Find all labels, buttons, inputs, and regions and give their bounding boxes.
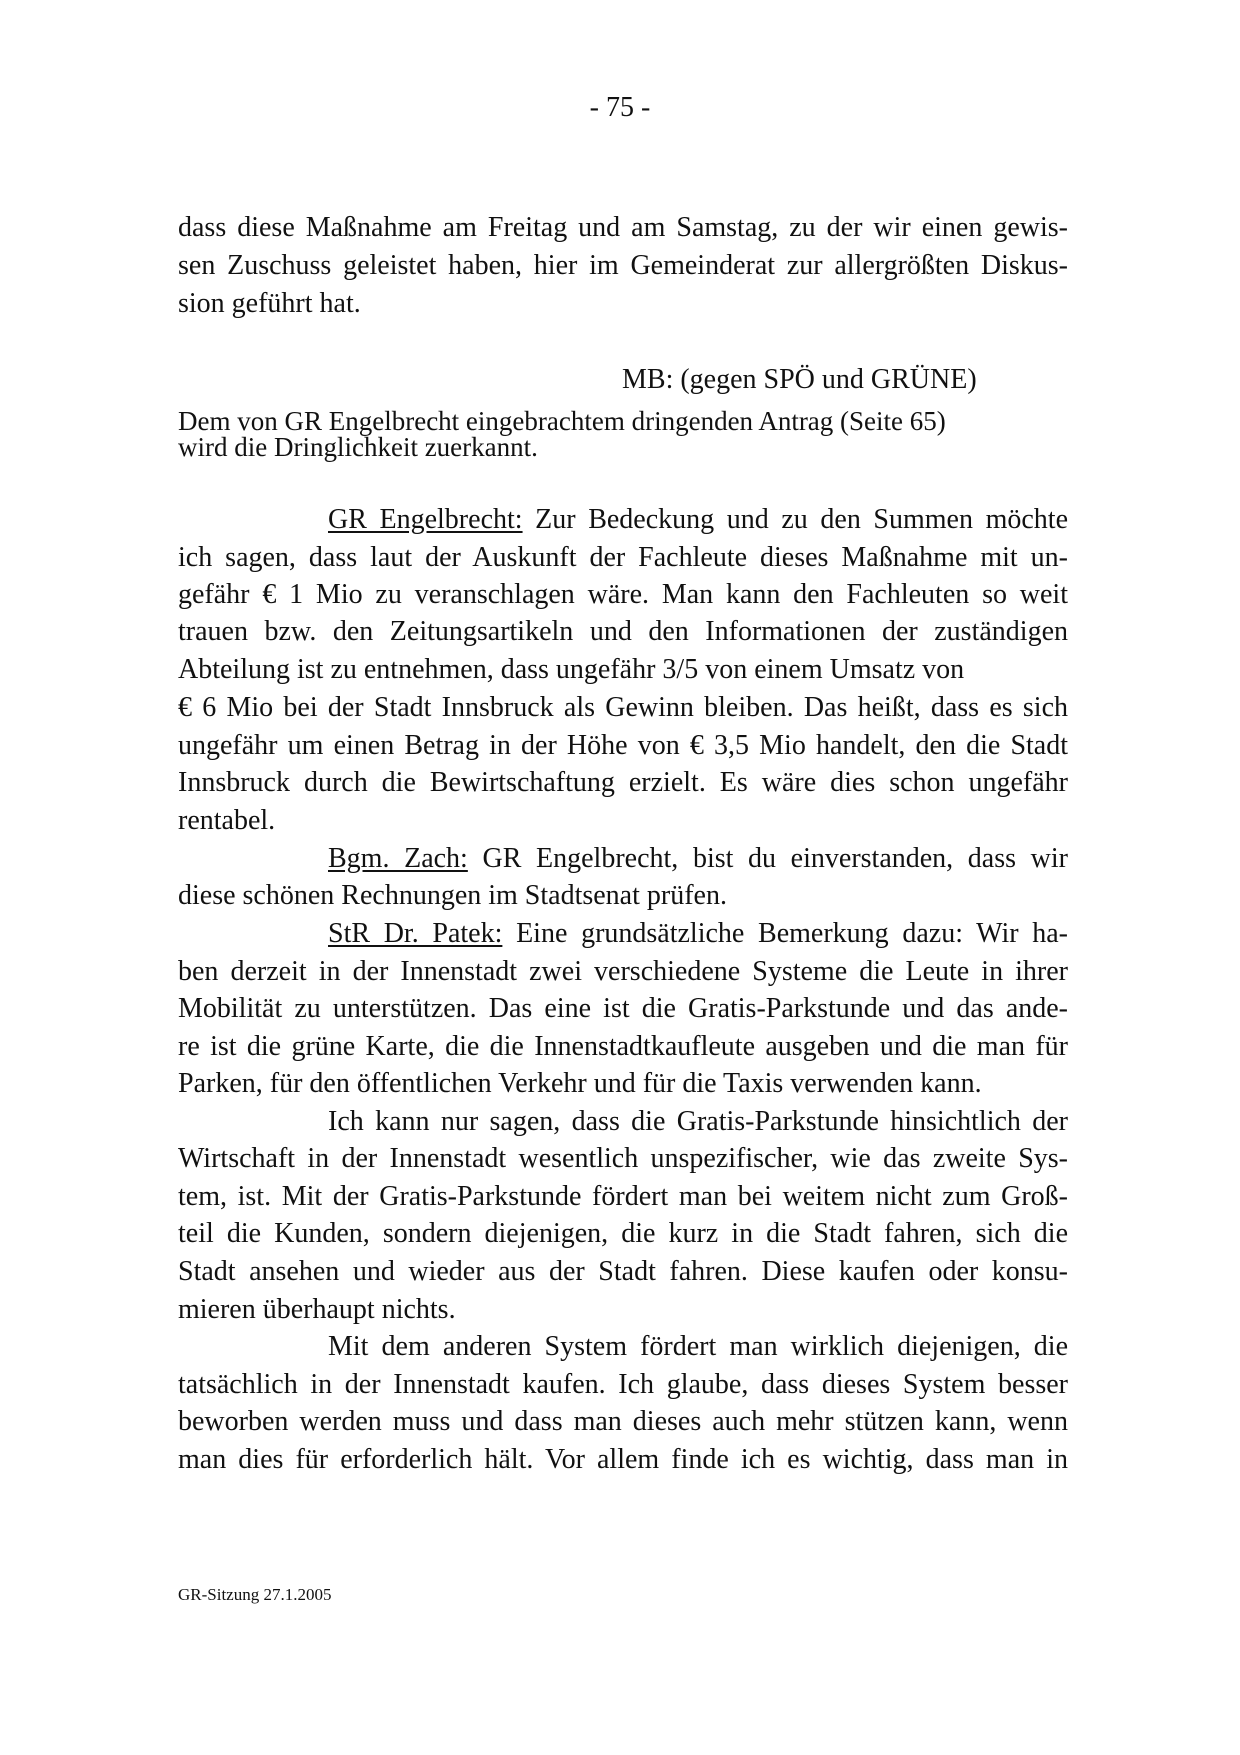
- engelbrecht-first-text: Zur Bedeckung und zu den Summen möchte: [522, 504, 1069, 535]
- patek-para2-line-2: Wirtschaft in der Innenstadt wesentlich unspezifischer, wie das zweite Sys-: [178, 1143, 1068, 1174]
- patek-para3-line-2: tatsächlich in der Innenstadt kaufen. Ich glaube, dass dieses System besser: [178, 1369, 1068, 1400]
- engelbrecht-line-6: ungefähr um einen Betrag in der Höhe von € 3,5 Mio handelt, den die Stadt: [178, 730, 1068, 761]
- resolution-line-2: wird die Dringlichkeit zuerkannt.: [178, 432, 538, 462]
- patek-para2-line-1: Ich kann nur sagen, dass die Gratis-Parkstunde hinsichtlich der: [328, 1106, 1068, 1137]
- patek-para2-line-4: teil die Kunden, sondern diejenigen, die kurz in die Stadt fahren, sich die: [178, 1218, 1068, 1249]
- resolution-line-1: Dem von GR Engelbrecht eingebrachtem dringenden Antrag (Seite 65): [178, 406, 946, 436]
- patek-line-1: ben derzeit in der Innenstadt zwei verschiedene Systeme die Leute in ihrer: [178, 956, 1068, 987]
- patek-line-3: re ist die grüne Karte, die die Innenstadtkaufleute ausgeben und die man für: [178, 1031, 1068, 1062]
- patek-first-text: Eine grundsätzliche Bemerkung dazu: Wir ha-: [502, 918, 1068, 949]
- engelbrecht-line-1: ich sagen, dass laut der Auskunft der Fachleute dieses Maßnahme mit un-: [178, 542, 1068, 573]
- patek-line-4: Parken, für den öffentlichen Verkehr und für die Taxis verwenden kann.: [178, 1068, 982, 1099]
- speaker-engelbrecht: GR Engelbrecht:: [328, 504, 523, 535]
- speaker-zach: Bgm. Zach:: [328, 843, 468, 874]
- engelbrecht-line-7: Innsbruck durch die Bewirtschaftung erzielt. Es wäre dies schon ungefähr: [178, 767, 1068, 798]
- patek-para2-line-3: tem, ist. Mit der Gratis-Parkstunde fördert man bei weitem nicht zum Groß-: [178, 1181, 1068, 1212]
- engelbrecht-line-2: gefähr € 1 Mio zu veranschlagen wäre. Man kann den Fachleuten so weit: [178, 579, 1068, 610]
- engelbrecht-line-4: Abteilung ist zu entnehmen, dass ungefähr 3/5 von einem Umsatz von: [178, 654, 965, 685]
- engelbrecht-line-5: € 6 Mio bei der Stadt Innsbruck als Gewinn bleiben. Das heißt, dass es sich: [178, 692, 1068, 723]
- page-number: - 75 -: [589, 92, 651, 123]
- patek-line-2: Mobilität zu unterstützen. Das eine ist die Gratis-Parkstunde und das ande-: [178, 993, 1068, 1024]
- speaker-patek: StR Dr. Patek:: [328, 918, 503, 949]
- patek-para2-line-6: mieren überhaupt nichts.: [178, 1294, 456, 1325]
- footer-session-date: GR-Sitzung 27.1.2005: [178, 1585, 332, 1604]
- engelbrecht-line-8: rentabel.: [178, 805, 276, 836]
- patek-para3-line-3: beworben werden muss und dass man dieses auch mehr stützen kann, wenn: [178, 1406, 1068, 1437]
- zach-first-line: [328, 843, 1068, 875]
- intro-line-2: sen Zuschuss geleistet haben, hier im Gemeinderat zur allergrößten Diskus-: [178, 250, 1068, 281]
- intro-line-3: sion geführt hat.: [178, 288, 361, 319]
- zach-first-text: GR Engelbrecht, bist du einverstanden, dass wir: [467, 843, 1068, 874]
- patek-para2-line-5: Stadt ansehen und wieder aus der Stadt fahren. Diese kaufen oder konsu-: [178, 1256, 1068, 1287]
- intro-line-1: dass diese Maßnahme am Freitag und am Samstag, zu der wir einen gewis-: [178, 212, 1068, 243]
- zach-line-1: diese schönen Rechnungen im Stadtsenat prüfen.: [178, 880, 727, 911]
- patek-first-line: [328, 918, 1068, 950]
- patek-para3-line-4: man dies für erforderlich hält. Vor allem finde ich es wichtig, dass man in: [178, 1444, 1068, 1475]
- engelbrecht-line-3: trauen bzw. den Zeitungsartikeln und den Informationen der zuständigen: [178, 616, 1068, 647]
- resolution-mb: MB: (gegen SPÖ und GRÜNE): [622, 364, 977, 395]
- patek-para3-line-1: Mit dem anderen System fördert man wirklich diejenigen, die: [328, 1331, 1068, 1362]
- engelbrecht-first-line: [328, 504, 1068, 536]
